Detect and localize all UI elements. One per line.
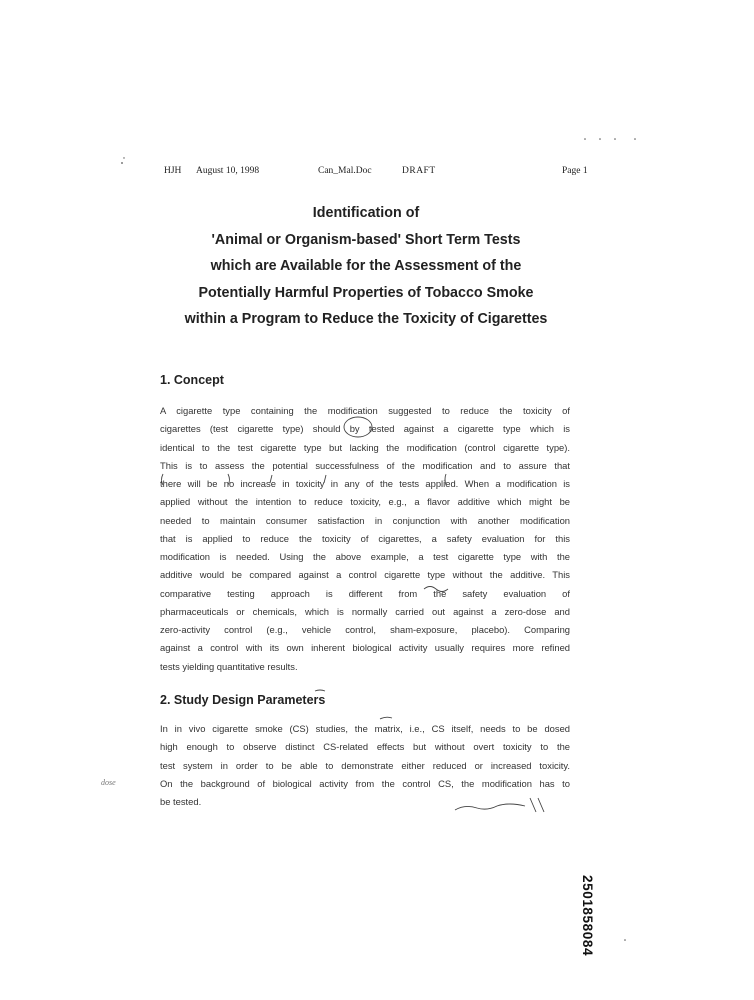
insertion-mark-annotation: [270, 475, 272, 483]
body-line: modification is needed. Using the above example, a test cigarette type with the: [160, 551, 570, 562]
header-author: HJH: [164, 166, 182, 176]
title-line: 'Animal or Organism-based' Short Term Tests: [211, 231, 521, 248]
title-line: within a Program to Reduce the Toxicity of Cigarettes: [184, 311, 548, 327]
body-line: On the background of biological activity from the control CS, the modification has to: [160, 777, 570, 789]
body-line: zero-activity control (e.g., vehicle control, sham-exposure, placebo). Comparing: [160, 624, 570, 635]
speck-mark: [614, 138, 616, 140]
body-line: against a control with its own inherent biological activity usually requires more refined: [160, 642, 570, 654]
pen-mark-annotation: [315, 690, 325, 691]
body-line: needed to maintain consumer satisfaction in conjunction with another modification: [160, 514, 570, 526]
header-page-number: Page 1: [562, 166, 588, 176]
speck-mark: [121, 162, 123, 164]
body-line: there will be no increase in toxicity in any of the tests applied. When a modification is: [160, 478, 570, 489]
body-line: test system in order to be able to demonstrate either reduced or increased toxicity.: [160, 759, 570, 771]
document-number-stamp: 2501858084: [580, 875, 595, 957]
body-line: that is applied to reduce the toxicity of cigarettes, a safety evaluation for this: [160, 532, 570, 544]
scribble-annotation: [455, 804, 525, 810]
speck-mark: [634, 138, 636, 140]
body-line: comparative testing approach is different from the safety evaluation of: [160, 587, 570, 599]
pen-mark-annotation: [380, 717, 392, 719]
section-heading-concept: 1. Concept: [160, 373, 224, 387]
title-line: Potentially Harmful Properties of Tobacco Smoke: [198, 284, 534, 301]
scribble-annotation: [530, 798, 544, 812]
title-line: Identification of: [312, 205, 420, 221]
speck-mark: [624, 939, 626, 941]
header-status: DRAFT: [402, 166, 436, 176]
bracket-mark-annotation: [445, 474, 446, 485]
body-line: high enough to observe distinct CS-related effects but without overt toxicity to the: [160, 741, 570, 753]
body-line: cigarettes (test cigarette type) should by tested against a cigarette type which is: [160, 423, 570, 435]
body-line: identical to the test cigarette type but lacking the modification (control cigarette type).: [160, 441, 570, 453]
insertion-mark-annotation: [324, 475, 326, 483]
circled-word-annotation: [344, 417, 372, 437]
speck-mark: [599, 138, 601, 140]
body-line: A cigarette type containing the modification suggested to reduce the toxicity of: [160, 405, 570, 416]
speck-mark: [584, 138, 586, 140]
body-line: applied without the intention to reduce toxicity, e.g., a flavor additive which might be: [160, 496, 570, 508]
body-line: In in vivo cigarette smoke (CS) studies, the matrix, i.e., CS itself, needs to be dosed: [160, 723, 570, 734]
body-line: additive would be compared against a control cigarette type without the additive. This: [160, 569, 570, 581]
body-line: tests yielding quantitative results.: [160, 660, 298, 672]
body-line: pharmaceuticals or chemicals, which is normally carried out against a zero-dose and: [160, 605, 570, 617]
speck-mark: [123, 157, 124, 158]
section-heading-study-design: 2. Study Design Parameters: [160, 693, 326, 707]
bracket-mark-annotation: [228, 474, 230, 485]
underline-scribble-annotation: [424, 587, 448, 592]
handwritten-margin-note: dose: [101, 778, 116, 787]
bracket-mark-annotation: [162, 474, 164, 485]
body-line: This is to assess the potential successfulness of the modification and to assure that: [160, 459, 570, 471]
title-line: which are Available for the Assessment of the: [210, 258, 522, 274]
header-date: August 10, 1998: [196, 166, 260, 176]
body-line: be tested.: [160, 796, 202, 807]
header-doc-name: Can_Mal.Doc: [318, 166, 372, 176]
